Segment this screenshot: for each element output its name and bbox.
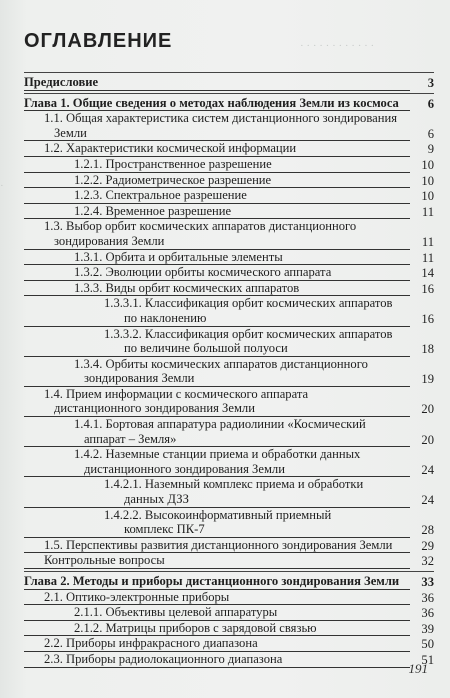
toc-entry-title: Контрольные вопросы (24, 553, 410, 569)
toc-entry-page: 14 (421, 266, 434, 281)
toc-entry-page: 6 (427, 126, 434, 141)
toc-entry-page: 20 (421, 432, 434, 447)
show-through-text: · (0, 180, 4, 192)
toc-entry-page: 36 (421, 606, 434, 621)
toc-entry-page: 16 (421, 281, 434, 296)
toc-entry-title: 2.1. Оптико-электронные приборы (24, 590, 410, 606)
toc-entry (24, 204, 434, 220)
toc-entry-title: 1.3.4. Орбиты космических аппаратов дистанционного (74, 356, 368, 371)
toc-entry (24, 250, 434, 266)
toc-entry-page: 11 (421, 204, 434, 219)
toc-entry-title: 1.4.1. Бортовая аппаратура радиолинии «Космический (74, 417, 366, 432)
toc-entry-title: Земли (24, 126, 410, 142)
toc-entry (24, 538, 434, 554)
toc-entry-title: по величине большой полуоси (24, 341, 410, 357)
toc-entry (24, 401, 434, 417)
toc-entry (24, 636, 434, 652)
toc-entry-title: по наклонению (24, 311, 410, 327)
toc-entry-page: 28 (421, 523, 434, 538)
toc-entry (24, 126, 434, 142)
toc-entry-title: 1.3.1. Орбита и орбитальные элементы (24, 250, 410, 266)
toc-entry (24, 327, 434, 342)
toc-entry-page: 33 (421, 575, 434, 589)
toc-entry-page: 24 (421, 462, 434, 477)
toc-entry-title: 1.4.2.1. Наземный комплекс приема и обработки (104, 477, 364, 492)
toc-entry (24, 72, 434, 91)
toc-entry-title: 1.3.3.1. Классификация орбит космических аппаратов (104, 296, 393, 311)
toc-entry-page: 6 (427, 96, 434, 111)
toc-entry-title: 2.1.1. Объективы целевой аппаратуры (24, 605, 410, 621)
toc-entry-page: 9 (427, 142, 434, 157)
toc-entry-page: 20 (421, 402, 434, 417)
toc-entry (24, 590, 434, 606)
toc-entry (24, 357, 434, 372)
toc-entry (24, 281, 434, 297)
toc-entry (24, 522, 434, 538)
toc-entry-title: 1.3.2. Эволюции орбиты космического аппарата (24, 265, 410, 281)
toc-entry (24, 157, 434, 173)
toc-entry-title: дистанционного зондирования Земли (24, 401, 410, 417)
toc-entry-title: зондирования Земли (24, 234, 410, 250)
toc-entry-title: комплекс ПК-7 (24, 522, 410, 538)
toc-entry (24, 462, 434, 478)
toc-entry-title: 1.4.2.2. Высокоинформативный приемный (104, 507, 332, 522)
toc-entry-title: Глава 1. Общие сведения о методах наблюдения Земли из космоса (24, 96, 410, 112)
toc-entry (24, 605, 434, 621)
toc-entry-title: 1.2. Характеристики космической информации (24, 141, 410, 157)
toc-entry-page: 10 (421, 157, 434, 172)
toc-entry-title: Предисловие (24, 75, 410, 91)
toc-entry-page: 32 (421, 554, 434, 569)
toc-entry (24, 417, 434, 432)
toc-entry-title: 1.3.3. Виды орбит космических аппаратов (24, 281, 410, 297)
toc-entry (24, 341, 434, 357)
toc-entry-page: 50 (421, 637, 434, 652)
toc-entry-page: 3 (427, 76, 434, 90)
toc-entry (24, 621, 434, 637)
toc-entry (24, 371, 434, 387)
toc-entry (24, 111, 434, 126)
toc-entry-title: 1.2.3. Спектральное разрешение (24, 188, 410, 204)
toc-entry-page: 19 (421, 372, 434, 387)
toc-entry (24, 432, 434, 448)
toc-entry-title: 2.2. Приборы инфракрасного диапазона (24, 636, 410, 652)
toc-entry (24, 447, 434, 462)
toc-entry-page: 10 (421, 173, 434, 188)
toc-entry-page: 11 (421, 234, 434, 249)
toc-entry (24, 234, 434, 250)
toc-entry (24, 477, 434, 492)
toc-entry-title: 1.4. Прием информации с космического аппарата (44, 386, 309, 401)
toc-entry (24, 311, 434, 327)
toc-entry-title: 1.2.1. Пространственное разрешение (24, 157, 410, 173)
toc-entry-page: 11 (421, 250, 434, 265)
toc-entry-title: 1.3.3.2. Классификация орбит космических аппаратов (104, 326, 393, 341)
page-number: 191 (408, 661, 428, 676)
toc-entry-title: дистанционного зондирования Земли (24, 462, 410, 478)
page-title: ОГЛАВЛЕНИЕ (24, 30, 173, 52)
toc-entry-page: 16 (421, 311, 434, 326)
toc-entry (24, 492, 434, 508)
toc-entry (24, 173, 434, 189)
toc-entry-page: 10 (421, 189, 434, 204)
toc-entry (24, 188, 434, 204)
toc-entry-title: зондирования Земли (24, 371, 410, 387)
toc-entry (24, 141, 434, 157)
toc-entry-title: 1.2.4. Временное разрешение (24, 204, 410, 220)
toc-entry-page: 29 (421, 538, 434, 553)
toc-entry (24, 219, 434, 234)
show-through-text: · · · · · · · · · · · · (300, 40, 375, 52)
toc-entry-page: 24 (421, 493, 434, 508)
toc-entry (24, 265, 434, 281)
toc-entry-page: 36 (421, 590, 434, 605)
toc-entry (24, 387, 434, 402)
toc-entry-title: аппарат – Земля» (24, 432, 410, 448)
toc-entry (24, 553, 434, 569)
toc-entry-title: 1.3. Выбор орбит космических аппаратов дистанционного (44, 219, 357, 234)
toc-entry-page: 39 (421, 621, 434, 636)
toc-entry-title: 2.3. Приборы радиолокационного диапазона (24, 652, 410, 668)
toc-entry-title: 1.5. Перспективы развития дистанционного зондирования Земли (24, 538, 410, 554)
toc-entry-title: Глава 2. Методы и приборы дистанционного зондирования Земли (24, 574, 410, 590)
table-of-contents (24, 72, 434, 668)
toc-entry-title: 1.2.2. Радиометрическое разрешение (24, 173, 410, 189)
toc-entry (24, 296, 434, 311)
toc-entry-page: 51 (421, 652, 434, 667)
toc-entry-page: 18 (421, 342, 434, 357)
toc-entry-title: 1.4.2. Наземные станции приема и обработки данных (74, 447, 361, 462)
toc-entry (24, 571, 434, 590)
toc-entry (24, 93, 434, 112)
toc-entry (24, 652, 434, 668)
toc-entry (24, 508, 434, 523)
toc-entry-title: данных ДЗЗ (24, 492, 410, 508)
toc-entry-title: 2.1.2. Матрицы приборов с зарядовой связью (24, 621, 410, 637)
toc-entry-title: 1.1. Общая характеристика систем дистанционного зондирования (44, 111, 397, 126)
